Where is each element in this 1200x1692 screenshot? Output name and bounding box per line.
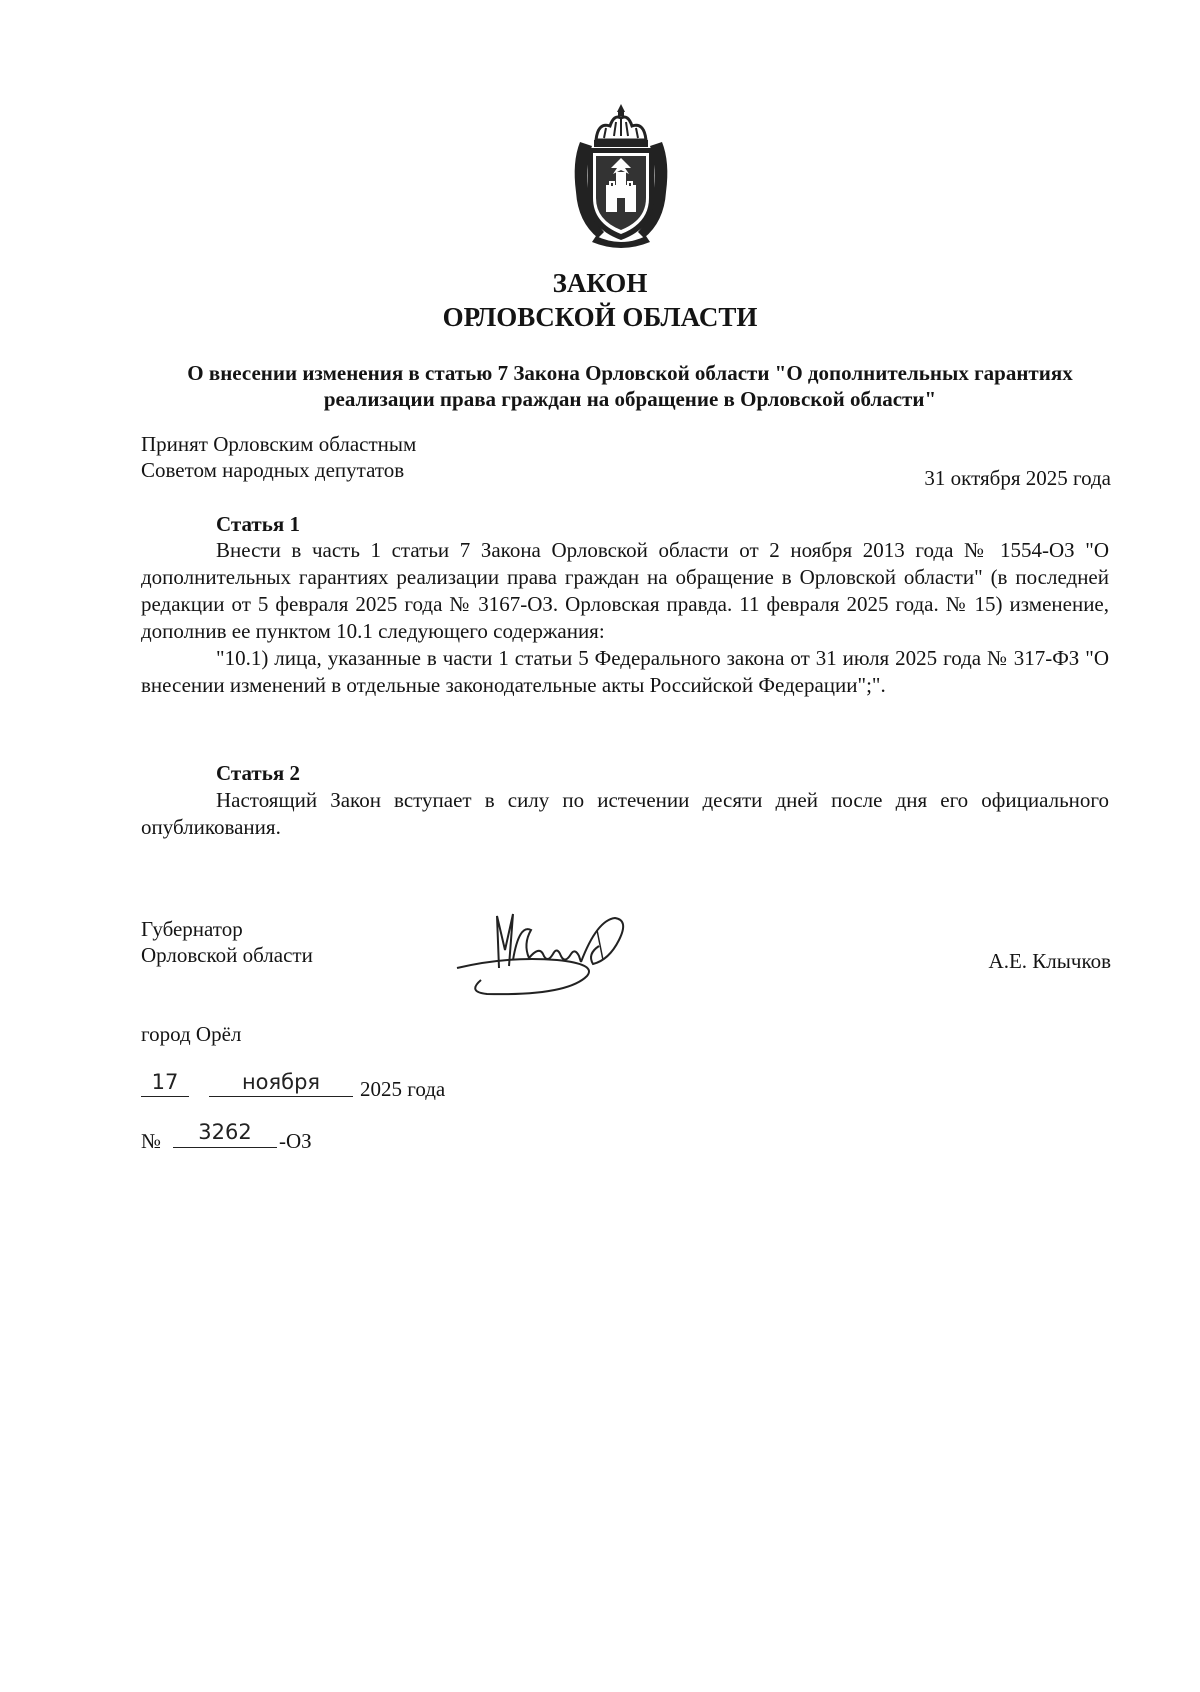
issuer-title: ОРЛОВСКОЙ ОБЛАСТИ <box>442 302 758 332</box>
signatory-name: А.Е. Клычков <box>988 949 1111 973</box>
article-2-paragraph-1 <box>141 787 1109 841</box>
document-type-title: ЗАКОН <box>552 268 648 298</box>
signing-day: 17 <box>151 1070 179 1094</box>
signing-year: 2025 года <box>360 1077 446 1101</box>
article-1-paragraph-2 <box>141 645 1109 699</box>
law-number-underline <box>173 1147 277 1148</box>
law-number-prefix: № <box>141 1129 162 1153</box>
law-number: 3262 <box>198 1120 252 1144</box>
signing-month-underline <box>209 1096 353 1097</box>
law-subject-heading: О внесении изменения в статью 7 Закона Орловской области "О дополнительных гарантиях реализации права граждан на обращение в Орловской области" <box>187 361 1073 411</box>
signing-month: ноября <box>241 1070 321 1094</box>
handwritten-signature <box>447 910 657 1002</box>
adopted-by-line2: Советом народных депутатов <box>141 458 405 482</box>
signing-day-underline <box>141 1096 189 1097</box>
article-1-paragraph-1-text: Внести в часть 1 статьи 7 Закона Орловской области от 2 ноября 2013 года № 1554-ОЗ "О дополнительных гарантиях реализации права граждан на обращение в Орловской области" (в последней редакции от 5 февраля 2025 года № 3167-ОЗ. Орловская правда. 11 февраля 2025 года. № 15) изменение, дополнив ее пунктом 10.1 следующего содержания: <box>141 538 1109 643</box>
adopted-by-line1: Принят Орловским областным <box>141 432 417 456</box>
article-1-heading: Статья 1 <box>216 512 300 536</box>
place-of-signing: город Орёл <box>141 1022 242 1046</box>
signatory-position-line1: Губернатор <box>141 917 243 941</box>
adoption-date: 31 октября 2025 года <box>924 466 1111 490</box>
law-number-suffix: -ОЗ <box>279 1129 312 1153</box>
article-1-paragraph-1 <box>141 537 1109 645</box>
article-1-paragraph-2-text: "10.1) лица, указанные в части 1 статьи 5 Федерального закона от 31 июля 2025 года № 317-ФЗ "О внесении изменений в отдельные законодательные акты Российской Федерации";". <box>141 646 1109 697</box>
article-2-heading: Статья 2 <box>216 761 300 785</box>
coat-of-arms-emblem <box>566 102 676 248</box>
signatory-position-line2: Орловской области <box>141 943 313 967</box>
article-2-paragraph-1-text: Настоящий Закон вступает в силу по истечении десяти дней после дня его официального опубликования. <box>141 788 1109 839</box>
